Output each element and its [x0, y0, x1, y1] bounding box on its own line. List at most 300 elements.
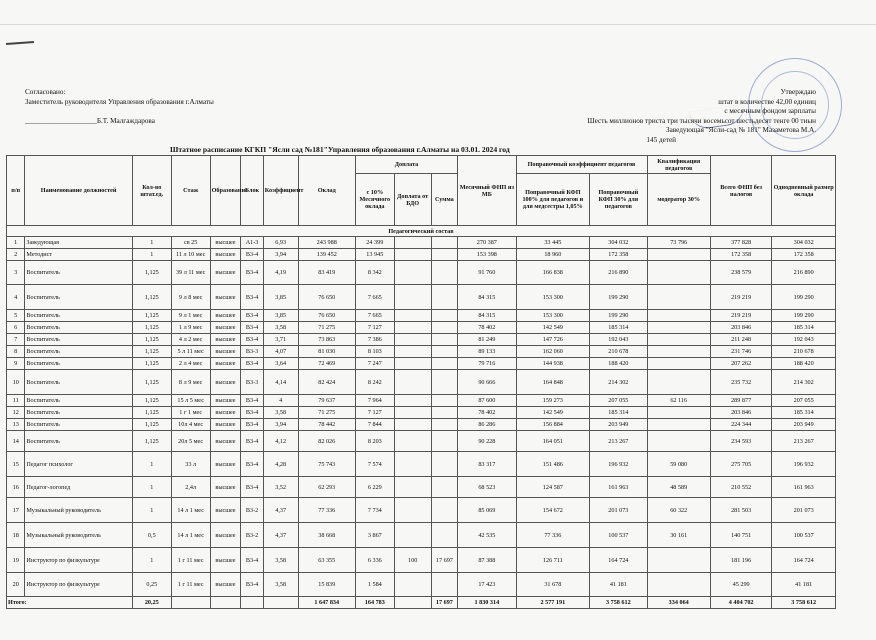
table-cell: 210 552: [710, 477, 771, 498]
table-cell: Воспитатель: [25, 334, 132, 346]
header-count: Кол-во штат.ед.: [132, 156, 171, 226]
table-cell: 1: [132, 452, 171, 477]
table-cell: 33 л: [171, 452, 210, 477]
table-cell: высшее: [210, 285, 241, 310]
table-cell: 140 751: [710, 523, 771, 548]
table-cell: Воспитатель: [25, 407, 132, 419]
table-cell: 14 л 1 мес: [171, 498, 210, 523]
table-cell: 7: [7, 334, 25, 346]
table-cell: 214 302: [772, 370, 836, 395]
total-cell: 3 758 612: [772, 597, 836, 609]
table-cell: [394, 346, 431, 358]
table-cell: 203 949: [772, 419, 836, 431]
table-cell: 3,94: [263, 249, 298, 261]
total-cell: 2 577 191: [516, 597, 590, 609]
table-cell: 15 839: [298, 573, 355, 597]
table-cell: [394, 249, 431, 261]
header-total-fnp: Всего ФНП без налогов: [710, 156, 771, 226]
table-cell: А1-3: [241, 237, 264, 249]
table-cell: 18: [7, 523, 25, 548]
table-cell: [647, 358, 710, 370]
table-cell: 5 л 11 мес: [171, 346, 210, 358]
table-cell: высшее: [210, 249, 241, 261]
table-cell: 172 358: [772, 249, 836, 261]
table-cell: высшее: [210, 237, 241, 249]
table-cell: Воспитатель: [25, 261, 132, 285]
table-cell: В3-4: [241, 358, 264, 370]
table-cell: 1: [132, 548, 171, 573]
table-cell: [647, 334, 710, 346]
table-cell: 213 267: [590, 431, 647, 452]
table-cell: [647, 548, 710, 573]
table-row: [7, 237, 836, 249]
table-cell: высшее: [210, 358, 241, 370]
table-cell: высшее: [210, 370, 241, 395]
table-cell: Воспитатель: [25, 358, 132, 370]
table-row: [7, 407, 836, 419]
table-cell: 235 732: [710, 370, 771, 395]
table-cell: 4,37: [263, 523, 298, 548]
table-cell: 207 055: [590, 395, 647, 407]
table-cell: 5: [7, 310, 25, 322]
table-cell: 164 051: [516, 431, 590, 452]
table-cell: 216 890: [590, 261, 647, 285]
header-fond-mb: Месячный ФНП из МБ: [458, 156, 516, 226]
table-cell: 3 867: [355, 523, 394, 548]
table-cell: 181 196: [710, 548, 771, 573]
table-cell: 31 678: [516, 573, 590, 597]
table-cell: 164 848: [516, 370, 590, 395]
table-cell: 10: [7, 370, 25, 395]
table-cell: 18 960: [516, 249, 590, 261]
table-cell: 17 697: [431, 548, 458, 573]
table-cell: 142 549: [516, 407, 590, 419]
table-cell: 270 387: [458, 237, 516, 249]
approval-left-line2: Заместитель руководителя Управления образования г.Алматы: [25, 97, 214, 106]
header-oklad: Оклад: [298, 156, 355, 226]
table-cell: 219 219: [710, 285, 771, 310]
table-cell: 8: [7, 346, 25, 358]
table-cell: 1,125: [132, 395, 171, 407]
table-cell: высшее: [210, 431, 241, 452]
header-stazh: Стаж: [171, 156, 210, 226]
table-cell: [647, 261, 710, 285]
table-cell: 3,52: [263, 477, 298, 498]
table-cell: В3-3: [241, 370, 264, 395]
table-cell: Заведующая: [25, 237, 132, 249]
header-qualification: Квалификация педагогов: [647, 156, 710, 174]
table-cell: 9: [7, 358, 25, 370]
table-cell: В3-4: [241, 431, 264, 452]
table-cell: В3-4: [241, 548, 264, 573]
table-cell: 172 358: [590, 249, 647, 261]
table-cell: 6: [7, 322, 25, 334]
table-cell: 15: [7, 452, 25, 477]
table-cell: 68 523: [458, 477, 516, 498]
table-cell: [431, 573, 458, 597]
table-cell: 4,28: [263, 452, 298, 477]
total-cell: 1 830 314: [458, 597, 516, 609]
table-cell: Воспитатель: [25, 370, 132, 395]
header-education: Образование: [210, 156, 241, 226]
table-cell: [394, 370, 431, 395]
table-cell: высшее: [210, 395, 241, 407]
approval-right-line2: штат в количестве 42,00 единиц: [718, 97, 816, 106]
table-cell: 211 248: [710, 334, 771, 346]
table-cell: 4,14: [263, 370, 298, 395]
table-cell: высшее: [210, 261, 241, 285]
table-row: [7, 370, 836, 395]
table-cell: В3-4: [241, 452, 264, 477]
table-cell: 6,93: [263, 237, 298, 249]
table-cell: 19: [7, 548, 25, 573]
table-cell: 76 650: [298, 285, 355, 310]
table-cell: св 25: [171, 237, 210, 249]
table-cell: 289 877: [710, 395, 771, 407]
table-cell: 3,58: [263, 573, 298, 597]
table-cell: 1: [132, 237, 171, 249]
table-cell: 8 103: [355, 346, 394, 358]
table-cell: 4,19: [263, 261, 298, 285]
table-cell: высшее: [210, 477, 241, 498]
table-cell: 71 275: [298, 407, 355, 419]
table-cell: 153 398: [458, 249, 516, 261]
table-cell: [431, 358, 458, 370]
table-cell: 10л 4 мес: [171, 419, 210, 431]
table-cell: [394, 419, 431, 431]
table-cell: 185 314: [590, 322, 647, 334]
table-cell: 203 846: [710, 407, 771, 419]
table-cell: 1,125: [132, 285, 171, 310]
table-cell: 1: [132, 477, 171, 498]
table-cell: В3-4: [241, 395, 264, 407]
table-cell: 14: [7, 431, 25, 452]
table-cell: [647, 370, 710, 395]
table-cell: 1,125: [132, 370, 171, 395]
table-cell: 86 286: [458, 419, 516, 431]
table-cell: 172 358: [710, 249, 771, 261]
table-cell: 16: [7, 477, 25, 498]
table-cell: Инструктор по физкультуре: [25, 548, 132, 573]
table-cell: 192 043: [772, 334, 836, 346]
table-cell: Педагог психолог: [25, 452, 132, 477]
table-cell: 39 л 11 мес: [171, 261, 210, 285]
table-cell: 7 127: [355, 407, 394, 419]
table-cell: 7 386: [355, 334, 394, 346]
table-cell: 153 300: [516, 285, 590, 310]
table-cell: В3-3: [241, 346, 264, 358]
table-row: [7, 523, 836, 548]
table-cell: 304 032: [590, 237, 647, 249]
table-cell: [647, 346, 710, 358]
table-cell: 38 668: [298, 523, 355, 548]
table-cell: 2: [7, 249, 25, 261]
table-cell: 1 г 1 мес: [171, 407, 210, 419]
approval-left-block: [25, 88, 214, 127]
table-cell: 1,125: [132, 358, 171, 370]
table-cell: [394, 407, 431, 419]
table-cell: [394, 261, 431, 285]
table-cell: 3,71: [263, 334, 298, 346]
table-row: [7, 310, 836, 322]
table-cell: 79 637: [298, 395, 355, 407]
table-cell: 20: [7, 573, 25, 597]
header-odn: Однодневный размер оклада: [772, 156, 836, 226]
table-cell: [394, 477, 431, 498]
total-cell: [210, 597, 241, 609]
table-cell: высшее: [210, 452, 241, 477]
table-cell: В3-2: [241, 498, 264, 523]
table-cell: 77 336: [516, 523, 590, 548]
approval-right-block: [587, 88, 816, 145]
table-cell: 81 030: [298, 346, 355, 358]
table-cell: [394, 358, 431, 370]
table-row: [7, 477, 836, 498]
table-cell: [647, 573, 710, 597]
table-cell: высшее: [210, 346, 241, 358]
table-cell: 84 315: [458, 310, 516, 322]
total-cell: 3 758 612: [590, 597, 647, 609]
table-cell: 2,4л: [171, 477, 210, 498]
table-cell: В3-4: [241, 310, 264, 322]
approval-right-line3: с месячным фондом зарплаты: [724, 107, 816, 115]
table-cell: 234 593: [710, 431, 771, 452]
table-cell: 3,58: [263, 322, 298, 334]
approval-right-line5: Заведующая "Ясли-сад № 181" Мазаметова М.А.: [666, 126, 816, 134]
table-cell: [647, 322, 710, 334]
table-cell: 1 л 9 мес: [171, 322, 210, 334]
table-cell: высшее: [210, 322, 241, 334]
header-moderator: модератор 30%: [647, 174, 710, 226]
table-cell: 151 486: [516, 452, 590, 477]
table-row: [7, 498, 836, 523]
table-cell: 304 032: [772, 237, 836, 249]
table-cell: 73 863: [298, 334, 355, 346]
table-cell: 8 242: [355, 370, 394, 395]
table-cell: 196 932: [590, 452, 647, 477]
table-row: [7, 452, 836, 477]
table-cell: [394, 395, 431, 407]
table-cell: [647, 431, 710, 452]
table-cell: [394, 237, 431, 249]
header-popr-100: Поправочный КФП 100% для педагогов и для медсестры 1,05%: [516, 174, 590, 226]
table-cell: 4,12: [263, 431, 298, 452]
table-cell: 213 267: [772, 431, 836, 452]
table-cell: В3-4: [241, 334, 264, 346]
table-cell: 3,85: [263, 285, 298, 310]
table-cell: 7 734: [355, 498, 394, 523]
total-cell: [394, 597, 431, 609]
table-cell: 1: [132, 498, 171, 523]
table-cell: 201 073: [590, 498, 647, 523]
table-cell: 275 705: [710, 452, 771, 477]
table-cell: 281 503: [710, 498, 771, 523]
table-cell: 3,58: [263, 407, 298, 419]
table-cell: 1 г 11 мес: [171, 573, 210, 597]
table-cell: 41 181: [590, 573, 647, 597]
table-cell: В3-2: [241, 523, 264, 548]
table-cell: 188 420: [590, 358, 647, 370]
table-cell: 159 273: [516, 395, 590, 407]
table-cell: Воспитатель: [25, 322, 132, 334]
table-cell: 7 665: [355, 310, 394, 322]
total-row: [7, 597, 836, 609]
table-cell: В3-4: [241, 477, 264, 498]
table-cell: 79 716: [458, 358, 516, 370]
table-cell: 100 537: [772, 523, 836, 548]
table-cell: В3-4: [241, 261, 264, 285]
table-cell: высшее: [210, 498, 241, 523]
table-row: [7, 358, 836, 370]
table-cell: [431, 261, 458, 285]
header-popr: Поправочный коэффициент педагогов: [516, 156, 647, 174]
table-cell: 9 л 8 мес: [171, 285, 210, 310]
table-cell: 83 317: [458, 452, 516, 477]
header-doplata: Доплата: [355, 156, 457, 174]
table-cell: Музыкальный руководитель: [25, 498, 132, 523]
table-cell: высшее: [210, 548, 241, 573]
table-row: [7, 334, 836, 346]
table-cell: 192 043: [590, 334, 647, 346]
table-cell: [394, 310, 431, 322]
table-cell: 1,125: [132, 407, 171, 419]
total-cell: [263, 597, 298, 609]
table-cell: [431, 477, 458, 498]
table-cell: 1,125: [132, 334, 171, 346]
table-cell: [394, 498, 431, 523]
table-cell: [647, 310, 710, 322]
approval-left-line1: Согласовано:: [25, 88, 66, 96]
table-cell: 224 344: [710, 419, 771, 431]
table-cell: [647, 285, 710, 310]
table-cell: 3,94: [263, 419, 298, 431]
table-cell: 161 963: [772, 477, 836, 498]
table-cell: 82 424: [298, 370, 355, 395]
table-cell: 6 229: [355, 477, 394, 498]
table-cell: 87 388: [458, 548, 516, 573]
header-dop-bdo: Доплата от БДО: [394, 174, 431, 226]
table-cell: 60 322: [647, 498, 710, 523]
table-cell: [394, 285, 431, 310]
table-cell: 9 л 1 мес: [171, 310, 210, 322]
table-cell: 14 л 1 мес: [171, 523, 210, 548]
table-cell: 42 535: [458, 523, 516, 548]
table-row: [7, 548, 836, 573]
table-cell: 161 963: [590, 477, 647, 498]
table-cell: [431, 498, 458, 523]
table-cell: В3-4: [241, 407, 264, 419]
table-cell: [647, 249, 710, 261]
table-cell: 76 650: [298, 310, 355, 322]
table-cell: [431, 310, 458, 322]
total-cell: [171, 597, 210, 609]
table-cell: Методист: [25, 249, 132, 261]
table-cell: 185 314: [772, 322, 836, 334]
table-cell: 156 884: [516, 419, 590, 431]
table-cell: 73 796: [647, 237, 710, 249]
table-cell: 3,58: [263, 548, 298, 573]
table-cell: 91 760: [458, 261, 516, 285]
table-cell: 4: [263, 395, 298, 407]
approval-left-line3: ____________________Б.Т. Малгаждарова: [25, 117, 155, 125]
table-cell: 82 026: [298, 431, 355, 452]
approval-right-line6: 145 детей: [646, 135, 676, 144]
table-cell: 13: [7, 419, 25, 431]
table-cell: 30 161: [647, 523, 710, 548]
table-cell: В3-4: [241, 249, 264, 261]
table-cell: [431, 419, 458, 431]
table-cell: [431, 407, 458, 419]
table-cell: 164 724: [772, 548, 836, 573]
table-cell: 214 302: [590, 370, 647, 395]
table-cell: Воспитатель: [25, 310, 132, 322]
table-cell: 72 469: [298, 358, 355, 370]
table-cell: 185 314: [590, 407, 647, 419]
table-cell: 238 579: [710, 261, 771, 285]
table-cell: 3,64: [263, 358, 298, 370]
table-cell: 1: [7, 237, 25, 249]
header-coefficient: Коэффициент: [263, 156, 298, 226]
approval-right-line1: Утверждаю: [780, 88, 816, 96]
table-cell: 100: [394, 548, 431, 573]
table-cell: 3: [7, 261, 25, 285]
total-cell: 20,25: [132, 597, 171, 609]
table-cell: 78 402: [458, 322, 516, 334]
table-cell: 243 988: [298, 237, 355, 249]
table-cell: [431, 431, 458, 452]
table-cell: 1,125: [132, 431, 171, 452]
section-title: Педагогический состав: [7, 226, 836, 237]
table-cell: 12: [7, 407, 25, 419]
table-cell: 7 844: [355, 419, 394, 431]
table-cell: 210 678: [590, 346, 647, 358]
table-cell: 7 247: [355, 358, 394, 370]
table-cell: Музыкальный руководитель: [25, 523, 132, 548]
table-cell: 219 219: [710, 310, 771, 322]
table-cell: [431, 285, 458, 310]
table-cell: Воспитатель: [25, 431, 132, 452]
table-cell: 162 060: [516, 346, 590, 358]
document-title: Штатное расписание КГКП "Ясли сад №181"Управления образования г.Алматы на 03.01. 2024 год: [170, 145, 510, 154]
table-cell: 2 л 4 мес: [171, 358, 210, 370]
approval-right-line4: Шесть миллионов триста три тысячи восемьсот шестьдесят тенге 00 тиын: [587, 116, 816, 125]
table-cell: 0,25: [132, 573, 171, 597]
table-row: [7, 249, 836, 261]
table-cell: 153 300: [516, 310, 590, 322]
table-cell: 13 945: [355, 249, 394, 261]
table-cell: 199 290: [772, 285, 836, 310]
table-cell: 3,85: [263, 310, 298, 322]
table-cell: [394, 573, 431, 597]
table-cell: 1,125: [132, 322, 171, 334]
table-row: [7, 419, 836, 431]
table-cell: 1,125: [132, 346, 171, 358]
table-cell: 207 262: [710, 358, 771, 370]
table-cell: 199 290: [772, 310, 836, 322]
table-cell: высшее: [210, 419, 241, 431]
table-cell: 6 336: [355, 548, 394, 573]
table-cell: Педагог-логопед: [25, 477, 132, 498]
staffing-table: [6, 155, 836, 609]
table-cell: 59 080: [647, 452, 710, 477]
table-cell: 15 л 5 мес: [171, 395, 210, 407]
table-cell: В3-4: [241, 419, 264, 431]
table-cell: 77 336: [298, 498, 355, 523]
table-cell: [394, 334, 431, 346]
table-row: [7, 261, 836, 285]
table-cell: 81 249: [458, 334, 516, 346]
total-cell: Итого:: [7, 597, 133, 609]
